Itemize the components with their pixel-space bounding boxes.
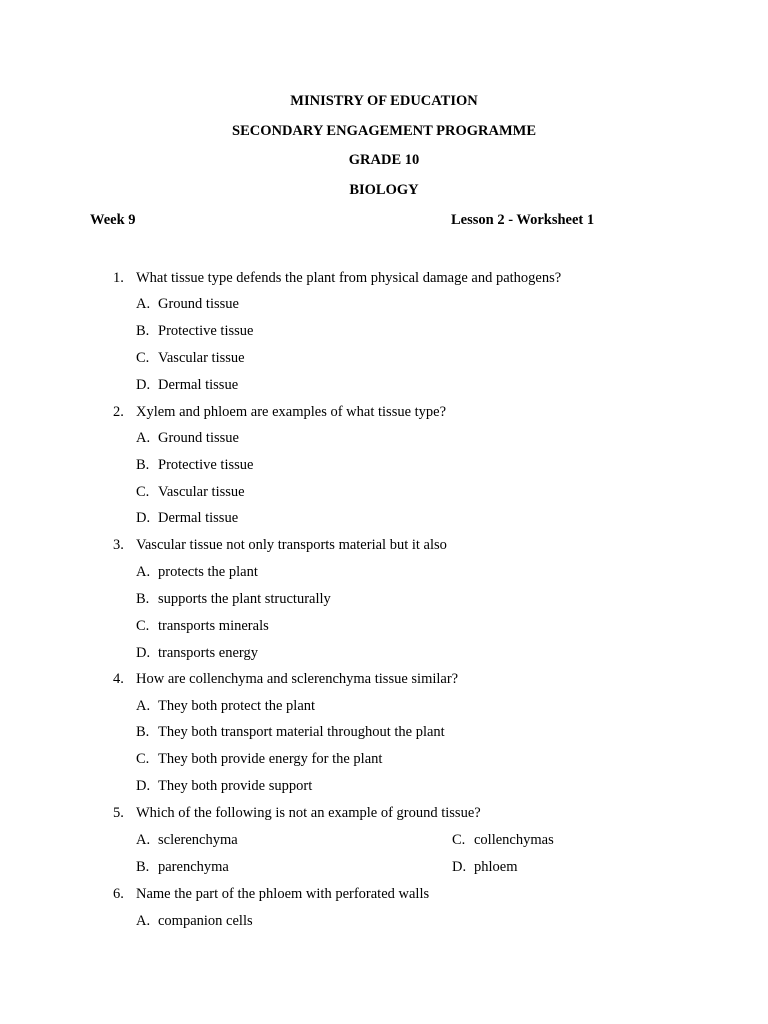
option-letter: B. — [136, 457, 150, 473]
option-letter: A. — [136, 564, 151, 580]
option-text: They both protect the plant — [158, 698, 316, 714]
option-text: They both transport material throughout the plant — [158, 724, 445, 740]
question-text: How are collenchyma and sclerenchyma tissue similar? — [136, 671, 459, 687]
option-letter: D. — [136, 778, 151, 794]
option-text: parenchyma — [158, 859, 229, 875]
question-number: 3. — [113, 537, 124, 553]
option-letter: A. — [136, 913, 151, 929]
option-letter: B. — [136, 591, 150, 607]
option-letter: C. — [136, 484, 150, 500]
lesson-label: Lesson 2 - Worksheet 1 — [451, 212, 595, 228]
option-text: transports energy — [158, 645, 258, 661]
question-number: 5. — [113, 805, 124, 821]
option-letter: D. — [452, 859, 467, 875]
option-text: collenchymas — [474, 832, 554, 848]
option-letter: A. — [136, 698, 151, 714]
option-text: Ground tissue — [158, 430, 239, 446]
option-letter: C. — [452, 832, 466, 848]
week-label: Week 9 — [90, 212, 136, 228]
question-number: 6. — [113, 886, 124, 902]
option-text: transports minerals — [158, 618, 269, 634]
option-letter: A. — [136, 430, 151, 446]
option-text: sclerenchyma — [158, 832, 238, 848]
question-text: Xylem and phloem are examples of what tissue type? — [136, 404, 447, 420]
option-text: Protective tissue — [158, 323, 254, 339]
option-text: Vascular tissue — [158, 350, 245, 366]
option-text: Vascular tissue — [158, 484, 245, 500]
option-text: They both provide support — [158, 778, 313, 794]
grade-title: GRADE 10 — [348, 152, 420, 168]
option-letter: B. — [136, 859, 150, 875]
option-letter: A. — [136, 296, 151, 312]
question-text: Vascular tissue not only transports material but it also — [136, 537, 447, 553]
option-letter: C. — [136, 618, 150, 634]
option-text: They both provide energy for the plant — [158, 751, 383, 767]
ministry-title: MINISTRY OF EDUCATION — [290, 93, 478, 109]
question-number: 2. — [113, 404, 124, 420]
option-letter: B. — [136, 323, 150, 339]
option-text: supports the plant structurally — [158, 591, 331, 607]
programme-title: SECONDARY ENGAGEMENT PROGRAMME — [232, 123, 536, 139]
question-number: 1. — [113, 270, 124, 286]
option-letter: B. — [136, 724, 150, 740]
option-text: protects the plant — [158, 564, 258, 580]
option-letter: C. — [136, 350, 150, 366]
option-text: Protective tissue — [158, 457, 254, 473]
option-letter: A. — [136, 832, 151, 848]
option-text: Dermal tissue — [158, 510, 239, 526]
question-text: Name the part of the phloem with perforated walls — [136, 886, 430, 902]
question-number: 4. — [113, 671, 124, 687]
option-letter: D. — [136, 645, 151, 661]
option-letter: D. — [136, 510, 151, 526]
question-text: Which of the following is not an example of ground tissue? — [136, 805, 481, 821]
option-text: Dermal tissue — [158, 377, 239, 393]
option-text: Ground tissue — [158, 296, 239, 312]
option-text: companion cells — [158, 913, 253, 929]
subject-title: BIOLOGY — [349, 182, 419, 198]
option-letter: C. — [136, 751, 150, 767]
question-text: What tissue type defends the plant from physical damage and pathogens? — [136, 270, 562, 286]
option-letter: D. — [136, 377, 151, 393]
option-text: phloem — [474, 859, 518, 875]
